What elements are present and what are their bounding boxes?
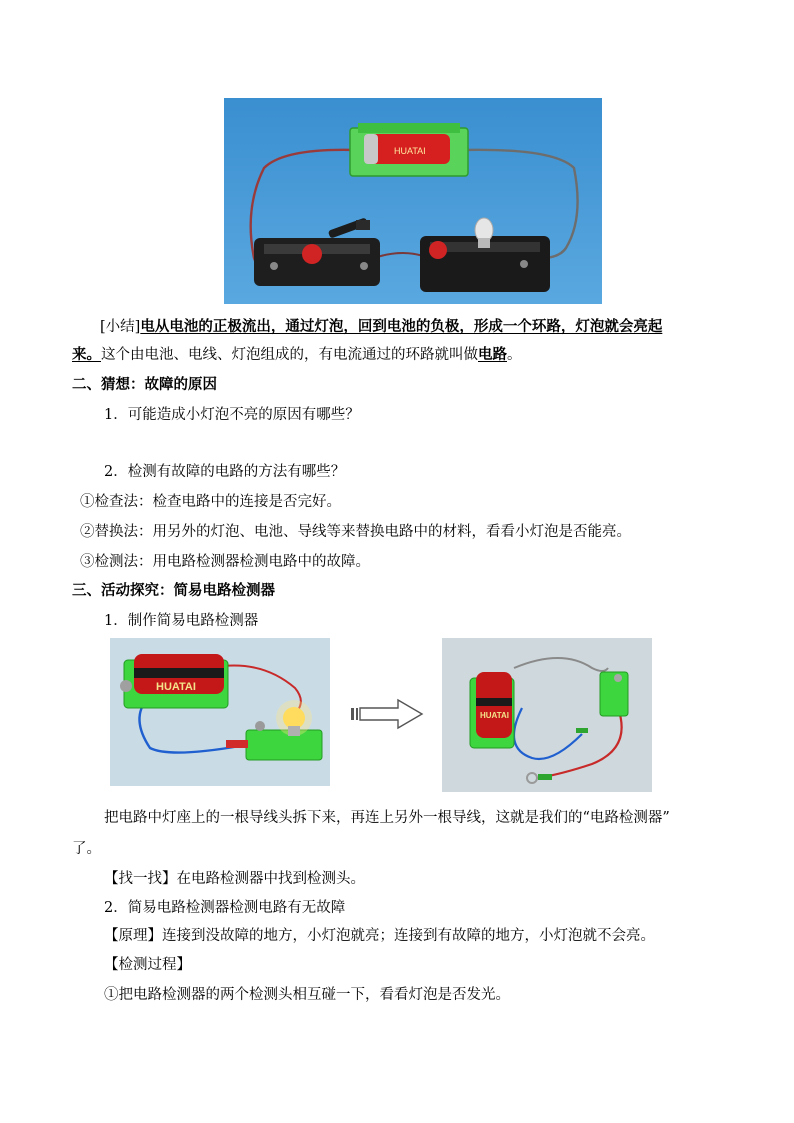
method-3: ③检测法：用电路检测器检测电路中的故障。 [80,554,370,570]
find-label: 【找一找】 [104,871,177,887]
summary-line-2 [72,344,522,366]
section-2-heading: 二、猜想：故障的原因 [72,376,217,393]
transform-arrow [350,698,424,730]
question-1: 1．可能造成小灯泡不亮的原因有哪些？ [104,407,360,423]
summary-label: [小结] [100,319,141,335]
circuit-photo-left [110,638,330,786]
question-2: 2．检测有故障的电路的方法有哪些？ [104,464,346,480]
circuit-detector-photo [442,638,652,792]
summary-term: 电路 [478,346,507,363]
battery-label: HUATAI [156,681,196,693]
find-it-line [104,868,365,890]
process-label: 【检测过程】 [104,957,191,973]
find-text: 在电路检测器中找到检测头。 [176,871,365,887]
method-1: ①检查法：检查电路中的连接是否完好。 [80,494,341,510]
principle-text: 连接到没故障的地方，小灯泡就亮；连接到有故障的地方，小灯泡就不会亮。 [162,928,655,944]
summary-period: 。 [507,347,522,363]
summary-key-sentence: 电从电池的正极流出，通过灯泡，回到电池的负极，形成一个环路，灯泡就会亮起 [140,318,663,335]
battery-label: HUATAI [394,146,426,156]
circuit-photo-top [224,98,602,304]
process-step-1: ①把电路检测器的两个检测头相互碰一下，看看灯泡是否发光。 [104,987,510,1003]
principle-label: 【原理】 [104,928,162,944]
step-1: 1．制作简易电路检测器 [104,613,259,629]
summary-key-end: 来。 [72,346,101,363]
summary-definition: 这个由电池、电线、灯泡组成的，有电流通过的环路就叫做 [101,347,478,363]
summary-line-1 [100,316,722,338]
principle-line [104,925,655,947]
section-3-heading: 三、活动探究：简易电路检测器 [72,582,275,599]
step-2: 2．简易电路检测器检测电路有无故障 [104,900,346,916]
detector-description-line-2: 了。 [72,841,101,857]
battery-label: HUATAI [480,711,510,720]
method-2: ②替换法：用另外的灯泡、电池、导线等来替换电路中的材料，看看小灯泡是否能亮。 [80,524,631,540]
detector-description-line-1: 把电路中灯座上的一根导线头拆下来，再连上另外一根导线，这就是我们的“电路检测器” [104,810,670,826]
